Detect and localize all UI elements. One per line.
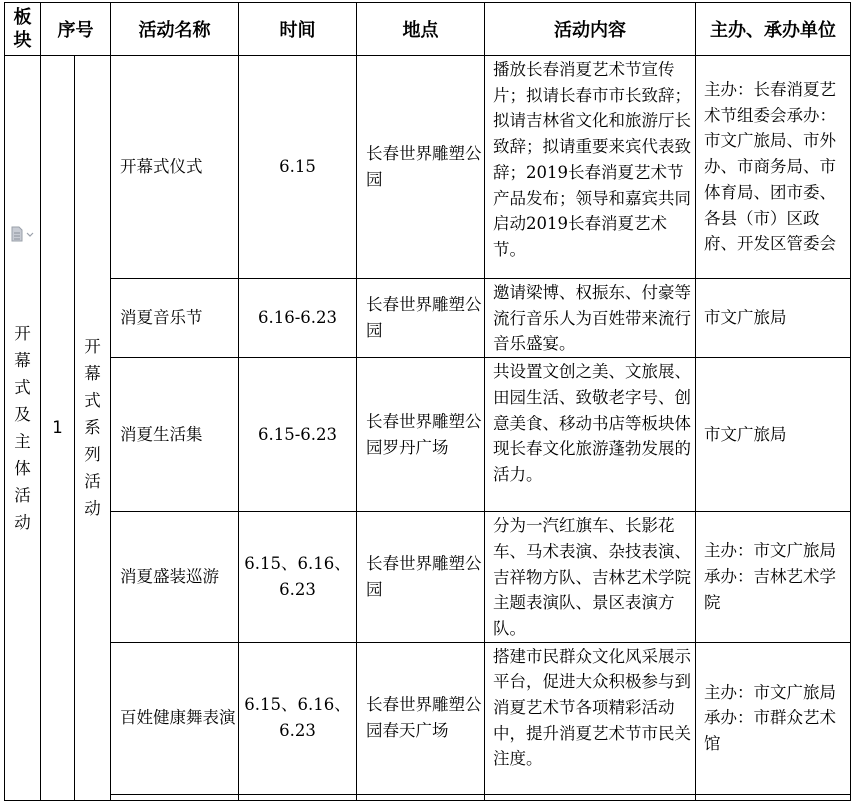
header-seq: 序号	[41, 3, 111, 56]
activity-place: 长春世界雕塑公园罗丹广场	[357, 358, 485, 512]
series-cell	[75, 56, 111, 801]
document-icon	[9, 226, 39, 242]
activity-time: 6.15、6.16、6.23	[239, 512, 357, 643]
empty-cell	[357, 794, 485, 800]
header-row	[5, 3, 851, 56]
activity-org: 主办：长春消夏艺术节组委会承办：市文广旅局、市外办、市商务局、市体育局、团市委、各县（市）区政府、开发区管委会	[696, 56, 851, 279]
activity-name: 消夏生活集	[111, 358, 239, 512]
activity-org: 主办：市文广旅局承办：市群众艺术馆	[696, 642, 851, 794]
header-name: 活动名称	[111, 3, 239, 56]
header-content: 活动内容	[485, 3, 696, 56]
empty-cell	[696, 794, 851, 800]
seq-cell	[41, 56, 75, 801]
header-time: 时间	[239, 3, 357, 56]
activity-time: 6.15	[239, 56, 357, 279]
header-org: 主办、承办单位	[696, 3, 851, 56]
activity-content: 共设置文创之美、文旅展、田园生活、致敬老字号、创意美食、移动书店等板块体现长春文化旅游蓬勃发展的活力。	[485, 358, 696, 512]
empty-cell	[239, 794, 357, 800]
board-label: 开幕式及主体活动	[14, 323, 31, 532]
empty-cell	[485, 794, 696, 800]
activity-place: 长春世界雕塑公园春天广场	[357, 642, 485, 794]
activity-content: 播放长春消夏艺术节宣传片；拟请长春市市长致辞；拟请吉林省文化和旅游厅长致辞；拟请重要来宾代表致辞；2019长春消夏艺术节产品发布；领导和嘉宾共同启动2019长春消夏艺术节。	[485, 56, 696, 279]
activity-place: 长春世界雕塑公园	[357, 56, 485, 279]
header-place: 地点	[357, 3, 485, 56]
table-row-partial	[5, 794, 851, 800]
activity-name: 开幕式仪式	[111, 56, 239, 279]
empty-cell	[111, 794, 239, 800]
activity-name: 消夏音乐节	[111, 279, 239, 358]
activity-content: 邀请梁博、权振东、付豪等流行音乐人为百姓带来流行音乐盛宴。	[485, 279, 696, 358]
activity-time: 6.15-6.23	[239, 358, 357, 512]
table-row	[5, 642, 851, 794]
board-cell	[5, 56, 41, 801]
table-row	[5, 512, 851, 643]
activity-org: 主办：市文广旅局承办：吉林艺术学院	[696, 512, 851, 643]
table-row	[5, 358, 851, 512]
table-row	[5, 279, 851, 358]
activity-content: 分为一汽红旗车、长影花车、马术表演、杂技表演、吉祥物方队、吉林艺术学院主题表演队、景区表演方队。	[485, 512, 696, 643]
activity-name: 消夏盛装巡游	[111, 512, 239, 643]
activity-time: 6.16-6.23	[239, 279, 357, 358]
activity-place: 长春世界雕塑公园	[357, 279, 485, 358]
header-board: 板块	[5, 3, 41, 56]
table-row	[5, 56, 851, 279]
series-label: 开幕式系列活动	[84, 337, 101, 519]
seq-number: 1	[52, 418, 63, 438]
activity-place: 长春世界雕塑公园	[357, 512, 485, 643]
activity-org: 市文广旅局	[696, 279, 851, 358]
activity-name: 百姓健康舞表演	[111, 642, 239, 794]
activity-content: 搭建市民群众文化风采展示平台，促进大众积极参与到消夏艺术节各项精彩活动中，提升消夏艺术节市民关注度。	[485, 642, 696, 794]
activity-time: 6.15、6.16、6.23	[239, 642, 357, 794]
activity-table	[4, 2, 851, 801]
activity-org: 市文广旅局	[696, 358, 851, 512]
